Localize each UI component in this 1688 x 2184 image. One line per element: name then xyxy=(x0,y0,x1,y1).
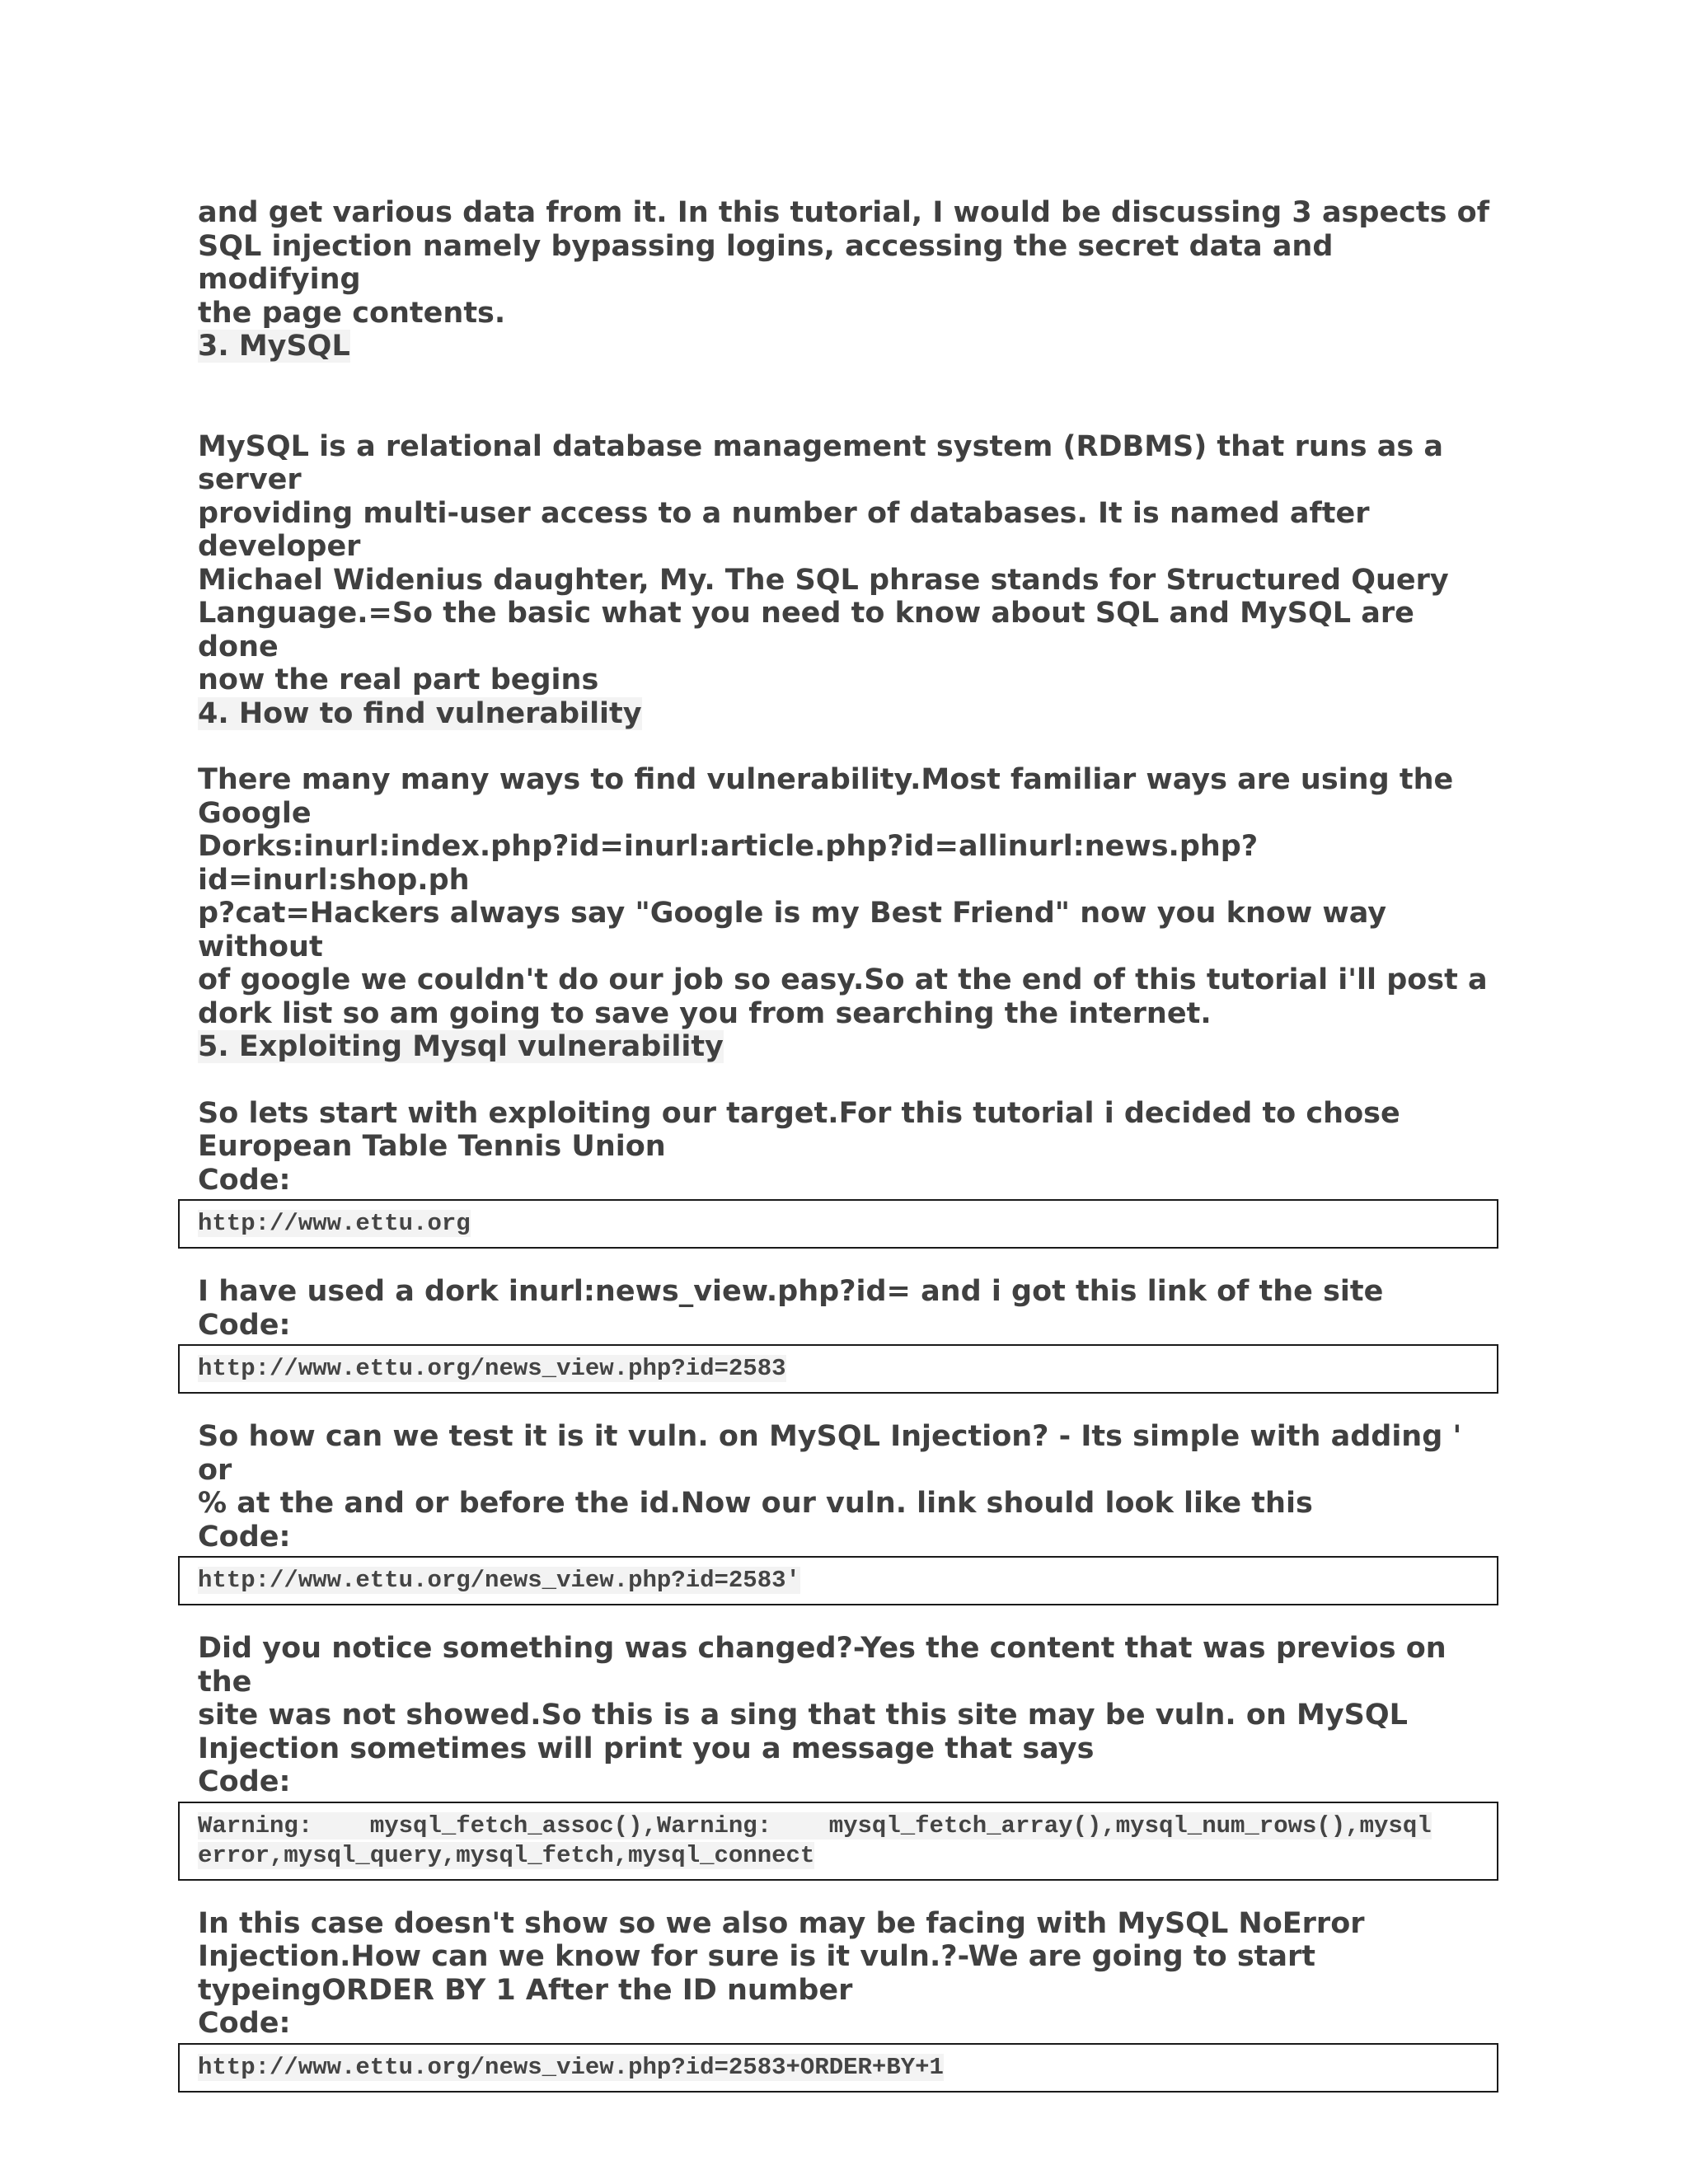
code-block-2 xyxy=(178,1344,1498,1394)
spacer xyxy=(198,1881,1500,1907)
exploit-paragraph-4: Did you notice something was changed?-Yes the content that was previos on the site was not showed.So this is a sing that this site may be vuln. on MySQL Injection sometimes will print you a message that says xyxy=(198,1632,1447,1765)
spacer xyxy=(198,1249,1500,1275)
code-block-4 xyxy=(178,1802,1498,1881)
exploit-paragraph-1: So lets start with exploiting our target.For this tutorial i decided to chose European Table Tennis Union xyxy=(198,1096,1400,1163)
section-heading-mysql xyxy=(198,330,1500,363)
document-content xyxy=(198,196,1500,2093)
code-label-2: Code: xyxy=(198,1308,291,1342)
code-text-1 xyxy=(198,1209,1479,1239)
code-label-1: Code: xyxy=(198,1163,291,1197)
section-heading-exploiting-text: 5. Exploiting Mysql vulnerability xyxy=(198,1030,724,1063)
code-text-5 xyxy=(198,2053,1479,2083)
exploit-paragraph-5: In this case doesn't show so we also may be facing with MySQL NoError Injection.How can we know for sure is it vuln.?-We are going to start typeingORDER BY 1 After the ID number xyxy=(198,1906,1365,2007)
mysql-paragraph: MySQL is a relational database management system (RDBMS) that runs as a server providing multi-user access to a number of databases. It is named after developer Michael Widenius daughter, My. The SQL phrase stands for Structured Query Language.=So the basic what you need to know about SQL and MySQL are done now the real part begins xyxy=(198,429,1449,696)
code-label-5: Code: xyxy=(198,2007,291,2040)
exploit-paragraph-2: I have used a dork inurl:news_view.php?id= and i got this link of the site xyxy=(198,1275,1384,1308)
code-content-5: http://www.ettu.org/news_view.php?id=2583+ORDER+BY+1 xyxy=(198,2053,944,2081)
spacer xyxy=(198,1064,1500,1097)
code-text-2 xyxy=(198,1354,1479,1384)
intro-paragraph: and get various data from it. In this tutorial, I would be discussing 3 aspects of SQL injection namely bypassing logins, accessing the secret data and modifying the page contents. xyxy=(198,196,1489,330)
section-heading-mysql-text: 3. MySQL xyxy=(198,330,350,363)
code-content-3: http://www.ettu.org/news_view.php?id=2583' xyxy=(198,1567,800,1594)
code-block-3 xyxy=(178,1556,1498,1605)
code-label-4: Code: xyxy=(198,1765,291,1798)
code-text-4 xyxy=(198,1811,1479,1871)
section-heading-exploiting xyxy=(198,1030,1500,1064)
section-heading-find-vulnerability xyxy=(198,697,1500,731)
code-content-2: http://www.ettu.org/news_view.php?id=2583 xyxy=(198,1355,786,1382)
code-block-5 xyxy=(178,2043,1498,2093)
spacer xyxy=(198,1394,1500,1420)
spacer xyxy=(198,1605,1500,1632)
code-block-1 xyxy=(178,1199,1498,1249)
code-label-3: Code: xyxy=(198,1520,291,1554)
spacer xyxy=(198,730,1500,763)
exploit-paragraph-3: So how can we test it is it vuln. on MySQL Injection? - Its simple with adding ' or % at the and or before the id.Now our vuln. link should look like this xyxy=(198,1420,1462,1520)
code-content-4: Warning: mysql_fetch_assoc(),Warning: mysql_fetch_array(),mysql_num_rows(),mysql error,mysql_query,mysql_fetch,mysql_connect xyxy=(198,1811,1432,1869)
code-content-1: http://www.ettu.org xyxy=(198,1210,471,1237)
code-text-3 xyxy=(198,1566,1479,1596)
section-heading-find-vulnerability-text: 4. How to find vulnerability xyxy=(198,696,642,730)
find-vulnerability-paragraph: There many many ways to find vulnerability.Most familiar ways are using the Google Dorks:inurl:index.php?id=inurl:article.php?id=allinurl:news.php?id=inurl:shop.ph p?cat=Hackers always say "Google is my Best Friend" now you know way without of google we couldn't do our job so easy.So at the end of this tutorial i'll post a dork list so am going to save you from searching the internet. xyxy=(198,763,1488,1030)
spacer xyxy=(198,363,1500,430)
